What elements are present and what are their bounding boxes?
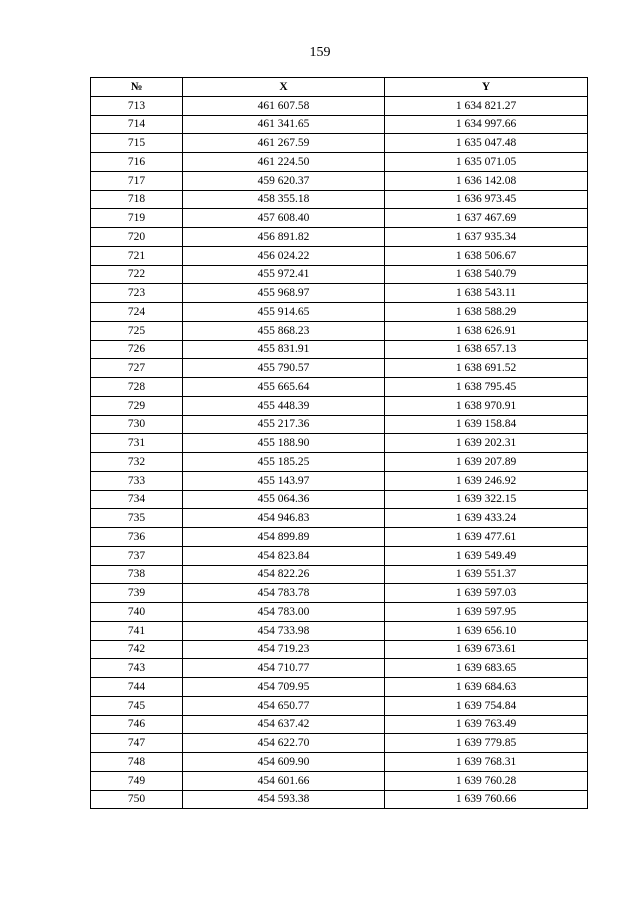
header-number: № (91, 78, 183, 97)
x-coordinate-cell: 455 914.65 (183, 303, 385, 322)
point-number-cell: 732 (91, 453, 183, 472)
y-coordinate-cell: 1 639 754.84 (385, 696, 588, 715)
x-coordinate-cell: 455 448.39 (183, 396, 385, 415)
point-number-cell: 718 (91, 190, 183, 209)
point-number-cell: 713 (91, 96, 183, 115)
point-number-cell: 717 (91, 171, 183, 190)
table-row (91, 396, 588, 415)
table-row (91, 190, 588, 209)
x-coordinate-cell: 455 064.36 (183, 490, 385, 509)
y-coordinate-cell: 1 635 047.48 (385, 134, 588, 153)
x-coordinate-cell: 456 024.22 (183, 246, 385, 265)
point-number-cell: 736 (91, 528, 183, 547)
point-number-cell: 743 (91, 659, 183, 678)
y-coordinate-cell: 1 636 973.45 (385, 190, 588, 209)
x-coordinate-cell: 454 783.00 (183, 603, 385, 622)
point-number-cell: 747 (91, 734, 183, 753)
table-row (91, 340, 588, 359)
table-row (91, 753, 588, 772)
point-number-cell: 721 (91, 246, 183, 265)
point-number-cell: 729 (91, 396, 183, 415)
table-row (91, 490, 588, 509)
point-number-cell: 750 (91, 790, 183, 809)
y-coordinate-cell: 1 639 760.28 (385, 771, 588, 790)
x-coordinate-cell: 461 224.50 (183, 153, 385, 172)
x-coordinate-cell: 455 790.57 (183, 359, 385, 378)
x-coordinate-cell: 455 972.41 (183, 265, 385, 284)
x-coordinate-cell: 454 650.77 (183, 696, 385, 715)
point-number-cell: 737 (91, 546, 183, 565)
point-number-cell: 746 (91, 715, 183, 734)
table-row (91, 678, 588, 697)
x-coordinate-cell: 454 593.38 (183, 790, 385, 809)
y-coordinate-cell: 1 638 543.11 (385, 284, 588, 303)
point-number-cell: 730 (91, 415, 183, 434)
y-coordinate-cell: 1 639 673.61 (385, 640, 588, 659)
point-number-cell: 748 (91, 753, 183, 772)
y-coordinate-cell: 1 638 795.45 (385, 378, 588, 397)
y-coordinate-cell: 1 639 684.63 (385, 678, 588, 697)
table-row (91, 471, 588, 490)
x-coordinate-cell: 454 622.70 (183, 734, 385, 753)
x-coordinate-cell: 454 719.23 (183, 640, 385, 659)
y-coordinate-cell: 1 638 588.29 (385, 303, 588, 322)
point-number-cell: 749 (91, 771, 183, 790)
x-coordinate-cell: 454 609.90 (183, 753, 385, 772)
table-row (91, 209, 588, 228)
x-coordinate-cell: 455 665.64 (183, 378, 385, 397)
table-row (91, 415, 588, 434)
point-number-cell: 720 (91, 228, 183, 247)
x-coordinate-cell: 454 822.26 (183, 565, 385, 584)
point-number-cell: 741 (91, 621, 183, 640)
y-coordinate-cell: 1 639 246.92 (385, 471, 588, 490)
y-coordinate-cell: 1 639 760.66 (385, 790, 588, 809)
x-coordinate-cell: 455 968.97 (183, 284, 385, 303)
point-number-cell: 744 (91, 678, 183, 697)
table-row (91, 734, 588, 753)
table-row (91, 153, 588, 172)
y-coordinate-cell: 1 638 657.13 (385, 340, 588, 359)
table-row (91, 640, 588, 659)
table-row (91, 790, 588, 809)
table-row (91, 696, 588, 715)
point-number-cell: 722 (91, 265, 183, 284)
x-coordinate-cell: 461 267.59 (183, 134, 385, 153)
x-coordinate-cell: 457 608.40 (183, 209, 385, 228)
y-coordinate-cell: 1 639 477.61 (385, 528, 588, 547)
x-coordinate-cell: 454 899.89 (183, 528, 385, 547)
x-coordinate-cell: 454 637.42 (183, 715, 385, 734)
point-number-cell: 745 (91, 696, 183, 715)
y-coordinate-cell: 1 639 597.03 (385, 584, 588, 603)
table-row (91, 659, 588, 678)
table-row (91, 303, 588, 322)
x-coordinate-cell: 454 709.95 (183, 678, 385, 697)
x-coordinate-cell: 455 188.90 (183, 434, 385, 453)
x-coordinate-cell: 455 185.25 (183, 453, 385, 472)
x-coordinate-cell: 455 868.23 (183, 321, 385, 340)
x-coordinate-cell: 454 710.77 (183, 659, 385, 678)
y-coordinate-cell: 1 639 779.85 (385, 734, 588, 753)
y-coordinate-cell: 1 638 970.91 (385, 396, 588, 415)
point-number-cell: 727 (91, 359, 183, 378)
table-row (91, 321, 588, 340)
y-coordinate-cell: 1 639 207.89 (385, 453, 588, 472)
point-number-cell: 715 (91, 134, 183, 153)
y-coordinate-cell: 1 635 071.05 (385, 153, 588, 172)
table-row (91, 621, 588, 640)
y-coordinate-cell: 1 634 821.27 (385, 96, 588, 115)
point-number-cell: 738 (91, 565, 183, 584)
header-x: X (183, 78, 385, 97)
y-coordinate-cell: 1 639 768.31 (385, 753, 588, 772)
point-number-cell: 731 (91, 434, 183, 453)
y-coordinate-cell: 1 637 467.69 (385, 209, 588, 228)
y-coordinate-cell: 1 637 935.34 (385, 228, 588, 247)
point-number-cell: 726 (91, 340, 183, 359)
table-row (91, 453, 588, 472)
table-row (91, 528, 588, 547)
x-coordinate-cell: 461 341.65 (183, 115, 385, 134)
table-body (91, 96, 588, 809)
table-row (91, 434, 588, 453)
x-coordinate-cell: 454 601.66 (183, 771, 385, 790)
point-number-cell: 734 (91, 490, 183, 509)
table-row (91, 359, 588, 378)
y-coordinate-cell: 1 639 322.15 (385, 490, 588, 509)
y-coordinate-cell: 1 639 433.24 (385, 509, 588, 528)
point-number-cell: 735 (91, 509, 183, 528)
table-row (91, 378, 588, 397)
y-coordinate-cell: 1 639 683.65 (385, 659, 588, 678)
table-row (91, 584, 588, 603)
table-row (91, 603, 588, 622)
y-coordinate-cell: 1 638 626.91 (385, 321, 588, 340)
coordinates-table (90, 77, 588, 809)
y-coordinate-cell: 1 639 549.49 (385, 546, 588, 565)
y-coordinate-cell: 1 634 997.66 (385, 115, 588, 134)
y-coordinate-cell: 1 639 202.31 (385, 434, 588, 453)
table-row (91, 134, 588, 153)
y-coordinate-cell: 1 638 506.67 (385, 246, 588, 265)
table-row (91, 246, 588, 265)
table-row (91, 771, 588, 790)
header-row (91, 78, 588, 97)
table-row (91, 509, 588, 528)
header-y: Y (385, 78, 588, 97)
table-row (91, 265, 588, 284)
table-row (91, 228, 588, 247)
y-coordinate-cell: 1 639 551.37 (385, 565, 588, 584)
table-row (91, 546, 588, 565)
y-coordinate-cell: 1 639 656.10 (385, 621, 588, 640)
table-row (91, 284, 588, 303)
x-coordinate-cell: 458 355.18 (183, 190, 385, 209)
x-coordinate-cell: 455 143.97 (183, 471, 385, 490)
point-number-cell: 714 (91, 115, 183, 134)
point-number-cell: 739 (91, 584, 183, 603)
point-number-cell: 742 (91, 640, 183, 659)
table-row (91, 565, 588, 584)
y-coordinate-cell: 1 638 540.79 (385, 265, 588, 284)
point-number-cell: 724 (91, 303, 183, 322)
table-row (91, 96, 588, 115)
y-coordinate-cell: 1 639 597.95 (385, 603, 588, 622)
point-number-cell: 719 (91, 209, 183, 228)
x-coordinate-cell: 461 607.58 (183, 96, 385, 115)
point-number-cell: 725 (91, 321, 183, 340)
x-coordinate-cell: 454 946.83 (183, 509, 385, 528)
x-coordinate-cell: 454 823.84 (183, 546, 385, 565)
point-number-cell: 716 (91, 153, 183, 172)
x-coordinate-cell: 454 783.78 (183, 584, 385, 603)
x-coordinate-cell: 456 891.82 (183, 228, 385, 247)
x-coordinate-cell: 459 620.37 (183, 171, 385, 190)
y-coordinate-cell: 1 636 142.08 (385, 171, 588, 190)
x-coordinate-cell: 455 217.36 (183, 415, 385, 434)
y-coordinate-cell: 1 638 691.52 (385, 359, 588, 378)
y-coordinate-cell: 1 639 763.49 (385, 715, 588, 734)
table-header (91, 78, 588, 97)
point-number-cell: 740 (91, 603, 183, 622)
x-coordinate-cell: 455 831.91 (183, 340, 385, 359)
table-row (91, 715, 588, 734)
table-row (91, 115, 588, 134)
point-number-cell: 733 (91, 471, 183, 490)
x-coordinate-cell: 454 733.98 (183, 621, 385, 640)
point-number-cell: 723 (91, 284, 183, 303)
table-row (91, 171, 588, 190)
page-number: 159 (309, 45, 331, 60)
point-number-cell: 728 (91, 378, 183, 397)
y-coordinate-cell: 1 639 158.84 (385, 415, 588, 434)
